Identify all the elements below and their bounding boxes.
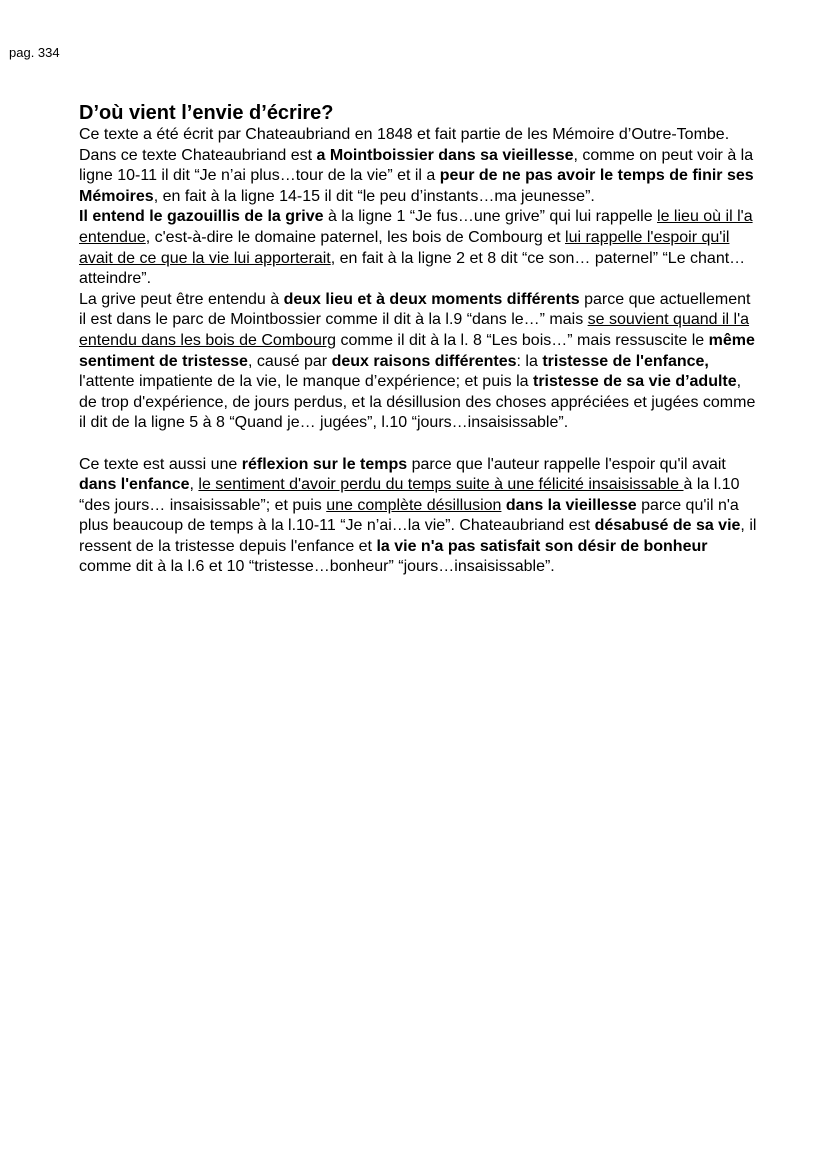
document-body [79, 101, 759, 578]
paragraphs [79, 125, 759, 578]
text-run: Dans ce texte Chateaubriand est [79, 146, 317, 164]
bold-text: a Mointboissier dans sa vieillesse [316, 146, 574, 164]
text-run: , de trop d'expérience, de jours perdus, et la désillusion des choses appréciées et jugées comme il dit de la ligne 5 à 8 “Quand je… jugées”, l.10 “jours…insaisissable”. [79, 373, 756, 432]
text-run: , en fait à la ligne 2 et 8 dit “ce son… paternel” “Le chant…atteindre”. [79, 249, 746, 288]
text-run: parce que actuellement il est dans le parc de Mointbossier comme il dit à la l.9 “dans le…” mais [79, 290, 751, 329]
bold-text: peur de ne pas avoir le temps de finir ses Mémoires [79, 167, 754, 205]
text-run: parce qu'il n'a plus beaucoup de temps à la l.10-11 “Je n’ai…la vie”. Chateaubriand est [79, 496, 739, 535]
text-run: , en fait à la ligne 14-15 il dit “le peu d’instants…ma jeunesse”. [153, 187, 595, 205]
text-run: : la [516, 352, 543, 370]
paragraph [79, 125, 759, 146]
paragraph-spacer [79, 434, 759, 455]
bold-text: deux lieu et à deux moments différents [283, 290, 580, 308]
text-run: parce que l'auteur rappelle l'espoir qu'il avait [407, 455, 726, 473]
text-run: Ce texte est aussi une [79, 455, 242, 473]
bold-text: deux raisons différentes [331, 352, 517, 370]
text-run: , causé par [247, 352, 332, 370]
text-run: La grive peut être entendu à [79, 290, 284, 308]
underlined-text: se souvient quand il l'a entendu dans les bois de Combourg [79, 311, 750, 349]
paragraph [79, 290, 759, 434]
underlined-text: lui rappelle l'espoir qu'il avait de ce que la vie lui apporterait [79, 228, 730, 267]
paragraph [79, 146, 759, 208]
bold-text: Il entend le gazouillis de la grive [79, 208, 324, 226]
text-run: l'attente impatiente de la vie, le manque d’expérience; et puis la [79, 373, 533, 391]
text-run: à la ligne 1 “Je fus…une grive” qui lui rappelle [323, 208, 658, 226]
bold-text: dans l'enfance [79, 476, 190, 494]
document-title: D’où vient l’envie d’écrire? [79, 102, 334, 124]
bold-text: tristesse de sa vie d’adulte [533, 373, 737, 391]
bold-text: même sentiment de tristesse [79, 331, 755, 370]
bold-text: désabusé de sa vie [594, 517, 741, 535]
underlined-text: le lieu où il l'a entendue [79, 208, 753, 246]
text-run: , [189, 476, 199, 494]
text-run: Ce texte a été écrit par Chateaubriand en 1848 et fait partie de les Mémoire d’Outre-Tombe. [79, 126, 730, 143]
text-run: comme dit à la l.6 et 10 “tristesse…bonheur” “jours…insaisissable”. [79, 558, 555, 576]
text-run: à la l.10 “des jours… insaisissable”; et puis [79, 476, 740, 514]
text-run: , il ressent de la tristesse depuis l'enfance et [79, 517, 757, 555]
underlined-text: une complète désillusion [326, 496, 502, 514]
bold-text: tristesse de l'enfance, [542, 352, 709, 370]
text-run: comme il dit à la l. 8 “Les bois…” mais ressuscite le [336, 331, 709, 349]
paragraph [79, 455, 759, 579]
text-run: , comme on peut voir à la ligne 10-11 il dit “Je n’ai plus…tour de la vie” et il a [79, 146, 754, 185]
bold-text: réflexion sur le temps [241, 455, 408, 473]
page-number: pag. 334 [9, 45, 60, 60]
underlined-text: le sentiment d'avoir perdu du temps suite à une félicité insaisissable [198, 476, 684, 494]
bold-text: la vie n'a pas satisfait son désir de bonheur [376, 537, 708, 555]
text-run: , c'est-à-dire le domaine paternel, les bois de Combourg et [145, 228, 566, 246]
paragraph [79, 207, 759, 289]
bold-text: dans la vieillesse [505, 496, 637, 514]
